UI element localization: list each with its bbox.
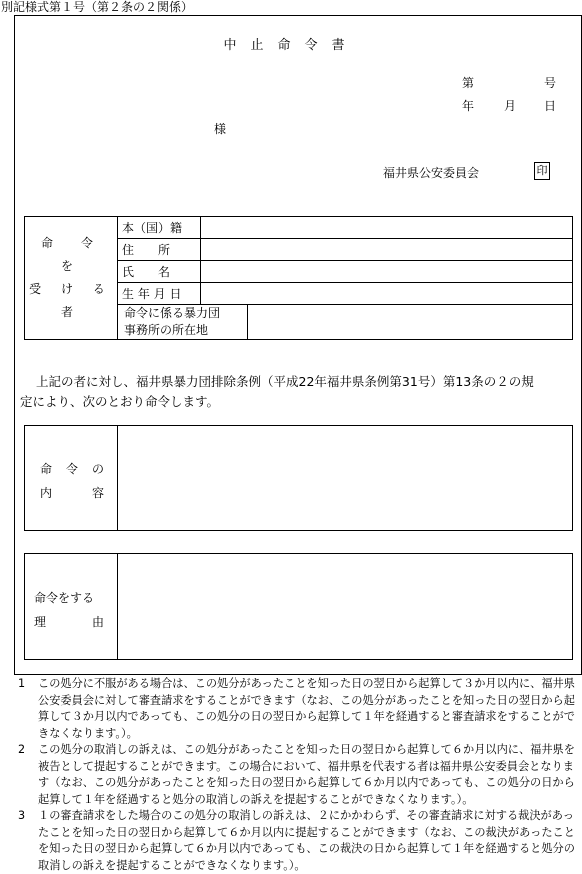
date-day: 日 [544,99,557,113]
order-statement [20,372,576,412]
reason-label-char: 由 [92,615,105,629]
issuer-name: 福井県公安委員会 [383,166,480,180]
seal-mark: 印 [534,162,550,180]
content-divider [117,425,118,531]
content-label-char: 内 [40,486,53,500]
field-value-name[interactable] [201,261,573,283]
note-text: この処分の取消しの訴えは、この処分があったことを知った日の翌日から起算して６か月以内に、福井県を被告として提起することができます。この場合において、福井県を代表する者は福井県公安委員会となります（なお、この処分があったことを知った日の翌日から起算して６か月以内であっても、この処分の日から起算して１年を経過すると処分の取消しの訴えを提起することができなくなります。）。 [38,743,575,806]
field-value-address[interactable] [201,239,573,261]
reason-label-line1: 命令をする [34,591,95,605]
subject-side-label [25,217,122,340]
note-text: １の審査請求をした場合のこの処分の取消しの訴えは、２にかかわらず、その審査請求に対する裁決があったことを知った日の翌日から起算して６か月以内に提起することができます（なお、この裁決があったことを知った日の翌日から起算して６か月以内であっても、この裁決の日から起算して１年を経過すると処分の取消しの訴えを提起することができなくなります。）。 [38,809,575,872]
office-label-line2: 事務所の所在地 [124,323,209,337]
content-value[interactable] [120,430,568,526]
date-year: 年 [462,99,475,113]
note-item [18,808,580,874]
notes-section [18,676,580,874]
statement-line1: 上記の者に対し、福井県暴力団排除条例（平成22年福井県条例第31号）第13条の２の規 [36,374,534,389]
field-value-birthdate[interactable] [201,283,573,305]
office-label-line1: 命令に係る暴力団 [124,306,221,320]
note-number: 1 [18,677,26,690]
addressee-suffix: 様 [214,122,227,136]
reason-value[interactable] [120,558,568,655]
note-text: この処分に不服がある場合は、この処分があったことを知った日の翌日から起算して３か月以内に、福井県公安委員会に対して審査請求をすることができます（なお、この処分があったことを知った日の翌日から起算して３か月以内であっても、この処分の日の翌日から起算して１年を経過すると審査請求をすることができなくなります。）。 [38,677,575,740]
statement-line2: 定により、次のとおり命令します。 [20,394,220,409]
note-item [18,742,580,808]
document-title: 中止命令書 [223,38,359,53]
number-prefix: 第 [462,76,475,90]
field-value-domicile[interactable] [201,217,573,239]
field-label-name: 氏 名 [118,261,201,283]
content-label-char: の [92,462,105,476]
field-label-address: 住 所 [118,239,201,261]
content-label [24,425,117,531]
number-suffix: 号 [544,76,557,90]
subject-table [24,216,573,340]
date-month: 月 [504,99,517,113]
note-number: 3 [18,809,26,822]
reason-label [24,553,117,660]
side-label-line2: 受 け る 者 [29,282,113,319]
note-item [18,676,580,742]
reason-divider [117,553,118,660]
field-value-office[interactable] [248,305,573,340]
form-header-label: 別記様式第１号（第２条の２関係） [1,0,194,14]
field-label-office [118,305,248,340]
side-label-line1: 命 令 を [40,236,122,273]
content-label-char: 命 [40,462,53,476]
field-label-birthdate: 生 年 月 日 [118,283,201,305]
note-number: 2 [18,743,26,756]
reason-label-char: 理 [34,615,47,629]
field-label-domicile: 本（国）籍 [118,217,201,239]
content-label-char: 容 [92,486,105,500]
content-label-char: 令 [66,462,79,476]
